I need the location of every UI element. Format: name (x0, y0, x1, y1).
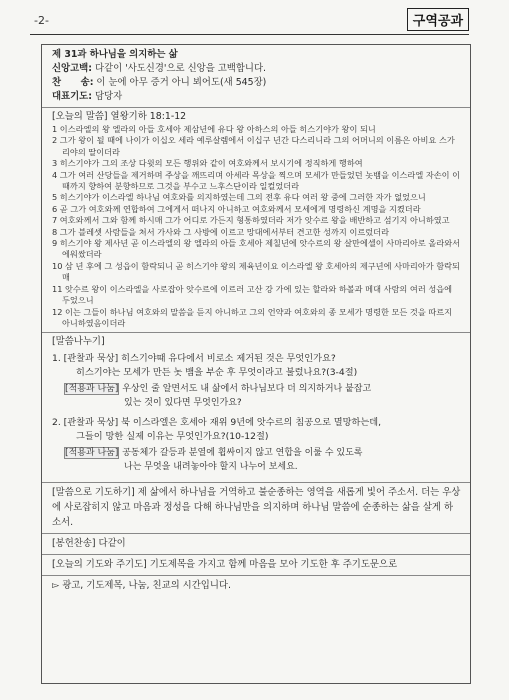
verse: 8 그가 블레셋 사람들을 쳐서 가사와 그 사방에 이르고 망대에서부터 견고한 성까지 이르렀더라 (52, 226, 389, 237)
offering-text: 다같이 (95, 538, 126, 550)
notice: ▻ 광고, 기도제목, 나눔, 친교의 시간입니다. (52, 580, 231, 592)
verse: 11 앗수르 왕이 이스라엘을 사로잡아 앗수르에 이르러 고산 강 가에 있는 할라와 하볼과 메대 사람의 여러 성읍에 두었으니 (52, 283, 453, 306)
divider (42, 482, 470, 483)
verse: 1 이스라엘의 왕 엘라의 아들 호세아 제삼년에 유다 왕 아하스의 아들 히스기야가 왕이 되니 (52, 124, 376, 134)
closing-prayer (52, 485, 462, 530)
prayer-leader-label: 대표기도: (52, 91, 92, 102)
verse: 4 그가 여러 산당들을 제거하며 주상을 깨뜨리며 아세라 목상을 찍으며 모세가 만들었던 놋뱀을 이스라엘 자손이 이때까지 향하여 분향하므로 그것을 부수고 느후스단이라 일컬었더라 (52, 169, 461, 192)
prayer-leader-text: 담당자 (91, 91, 123, 102)
closing-line (52, 557, 462, 572)
verse: 2 그가 왕이 될 때에 나이가 이십오 세라 예루살렘에서 이십구 년간 다스리니라 그의 어머니의 이름은 아비요 스가리야의 딸이더라 (52, 135, 455, 157)
verse: 3 히스기야가 그의 조상 다윗의 모든 행위와 같이 여호와께서 보시기에 정직하게 행하여 (52, 158, 363, 169)
offering-line (52, 536, 462, 551)
verse: 12 이는 그들이 하나님 여호와의 말씀을 듣지 아니하고 그의 언약과 여호와의 종 모세가 명령한 모든 것을 따르지 아니하였음이더라 (52, 306, 453, 328)
divider (42, 554, 470, 555)
hymn-label: 찬 송: (52, 77, 94, 88)
application-label: [적용과 나눔] (65, 384, 119, 395)
page-number: -2- (34, 14, 49, 27)
question-2: 2. [관찰과 묵상] 북 이스라엘은 호세아 재위 9년에 앗수르의 침공으로 멸망하는데, (52, 417, 382, 429)
verse: 5 히스기야가 이스라엘 하나님 여호와를 의지하였는데 그의 전후 유다 여러 왕 중에 그러한 자가 없었으니 (52, 192, 426, 203)
verse: 10 삼 년 후에 그 성읍이 함락되니 곧 히스기야 왕의 제육년이요 이스라엘 왕 호세아의 제구년에 사마리아가 함락되매 (52, 260, 460, 283)
divider (42, 533, 470, 534)
creed-line (52, 62, 462, 76)
verse: 7 여호와께서 그와 함께 하시매 그가 어디로 가든지 형통하였더라 저가 앗수르 왕을 배반하고 섬기지 아니하였고 (52, 215, 450, 226)
hymn-line (52, 76, 462, 90)
question-1-sub: 히스기야는 모세가 만든 놋 뱀을 부순 후 무엇이라고 불렀나요?(3-4절) (76, 366, 358, 378)
divider (42, 575, 470, 576)
application-2-text: 공동체가 갈등과 분열에 휩싸이지 않고 연합을 이룰 수 있도록 (119, 448, 363, 459)
creed-text: 다같이 '사도신경'으로 신앙을 고백합니다. (91, 63, 266, 74)
prayer-text: 제 삶에서 하나님을 거역하고 불순종하는 영역을 새롭게 빛어 주소서. 더는 우상에 사로잡히지 않고 마음과 정성을 다해 하나님만을 의지하며 하나님 말씀에 순종하는 삶을 살게 하소서. (52, 487, 461, 529)
application-1 (52, 383, 462, 397)
section-tag: 구역공과 (407, 8, 469, 31)
application-1-text: 우상인 줄 알면서도 내 삶에서 하나님보다 더 의지하거나 붙잡고 (119, 384, 372, 395)
hymn-text: 이 눈에 아무 증거 아니 뵈어도(새 545장) (93, 77, 267, 88)
lesson-box (41, 44, 471, 684)
lesson-title: 제 31과 하나님을 의지하는 삶 (52, 49, 178, 60)
sharing-heading: [말씀나누기] (52, 336, 105, 348)
offering-label: [봉헌찬송] (52, 538, 96, 550)
application-1-cont: 있는 것이 있다면 무엇인가요? (124, 397, 242, 408)
verse: 6 곧 그가 여호와께 연합하여 그에게서 떠나지 아니하고 여호와께서 모세에게 명령하신 계명을 지켰더라 (52, 203, 421, 214)
divider (42, 107, 470, 108)
prayer-leader-line (52, 90, 462, 104)
application-2 (52, 447, 462, 461)
application-2-cont: 나는 무엇을 내려놓아야 할지 나누어 보세요. (124, 461, 298, 472)
question-1: 1. [관찰과 묵상] 히스기야때 유다에서 비로소 제거된 것은 무엇인가요? (52, 353, 336, 365)
creed-label: 신앙고백: (52, 63, 92, 74)
question-2-sub: 그들이 망한 실제 이유는 무엇인가요?(10-12절) (76, 430, 269, 442)
reading-heading: [오늘의 말씀] 열왕기하 18:1-12 (52, 111, 187, 122)
closing-label: [오늘의 기도와 주기도] (52, 559, 147, 571)
header-rule (30, 34, 469, 35)
application-label: [적용과 나눔] (65, 448, 119, 459)
prayer-label: [말씀으로 기도하기] (52, 487, 135, 499)
verse: 9 히스기야 왕 제사년 곧 이스라엘의 왕 엘라의 아들 호세아 제칠년에 앗수르의 왕 살만에셀이 사마리아로 올라와서 에워쌌더라 (52, 238, 461, 260)
divider (42, 332, 470, 333)
closing-text: 기도제목을 가지고 함께 마음을 모아 기도한 후 주기도문으로 (146, 559, 398, 571)
